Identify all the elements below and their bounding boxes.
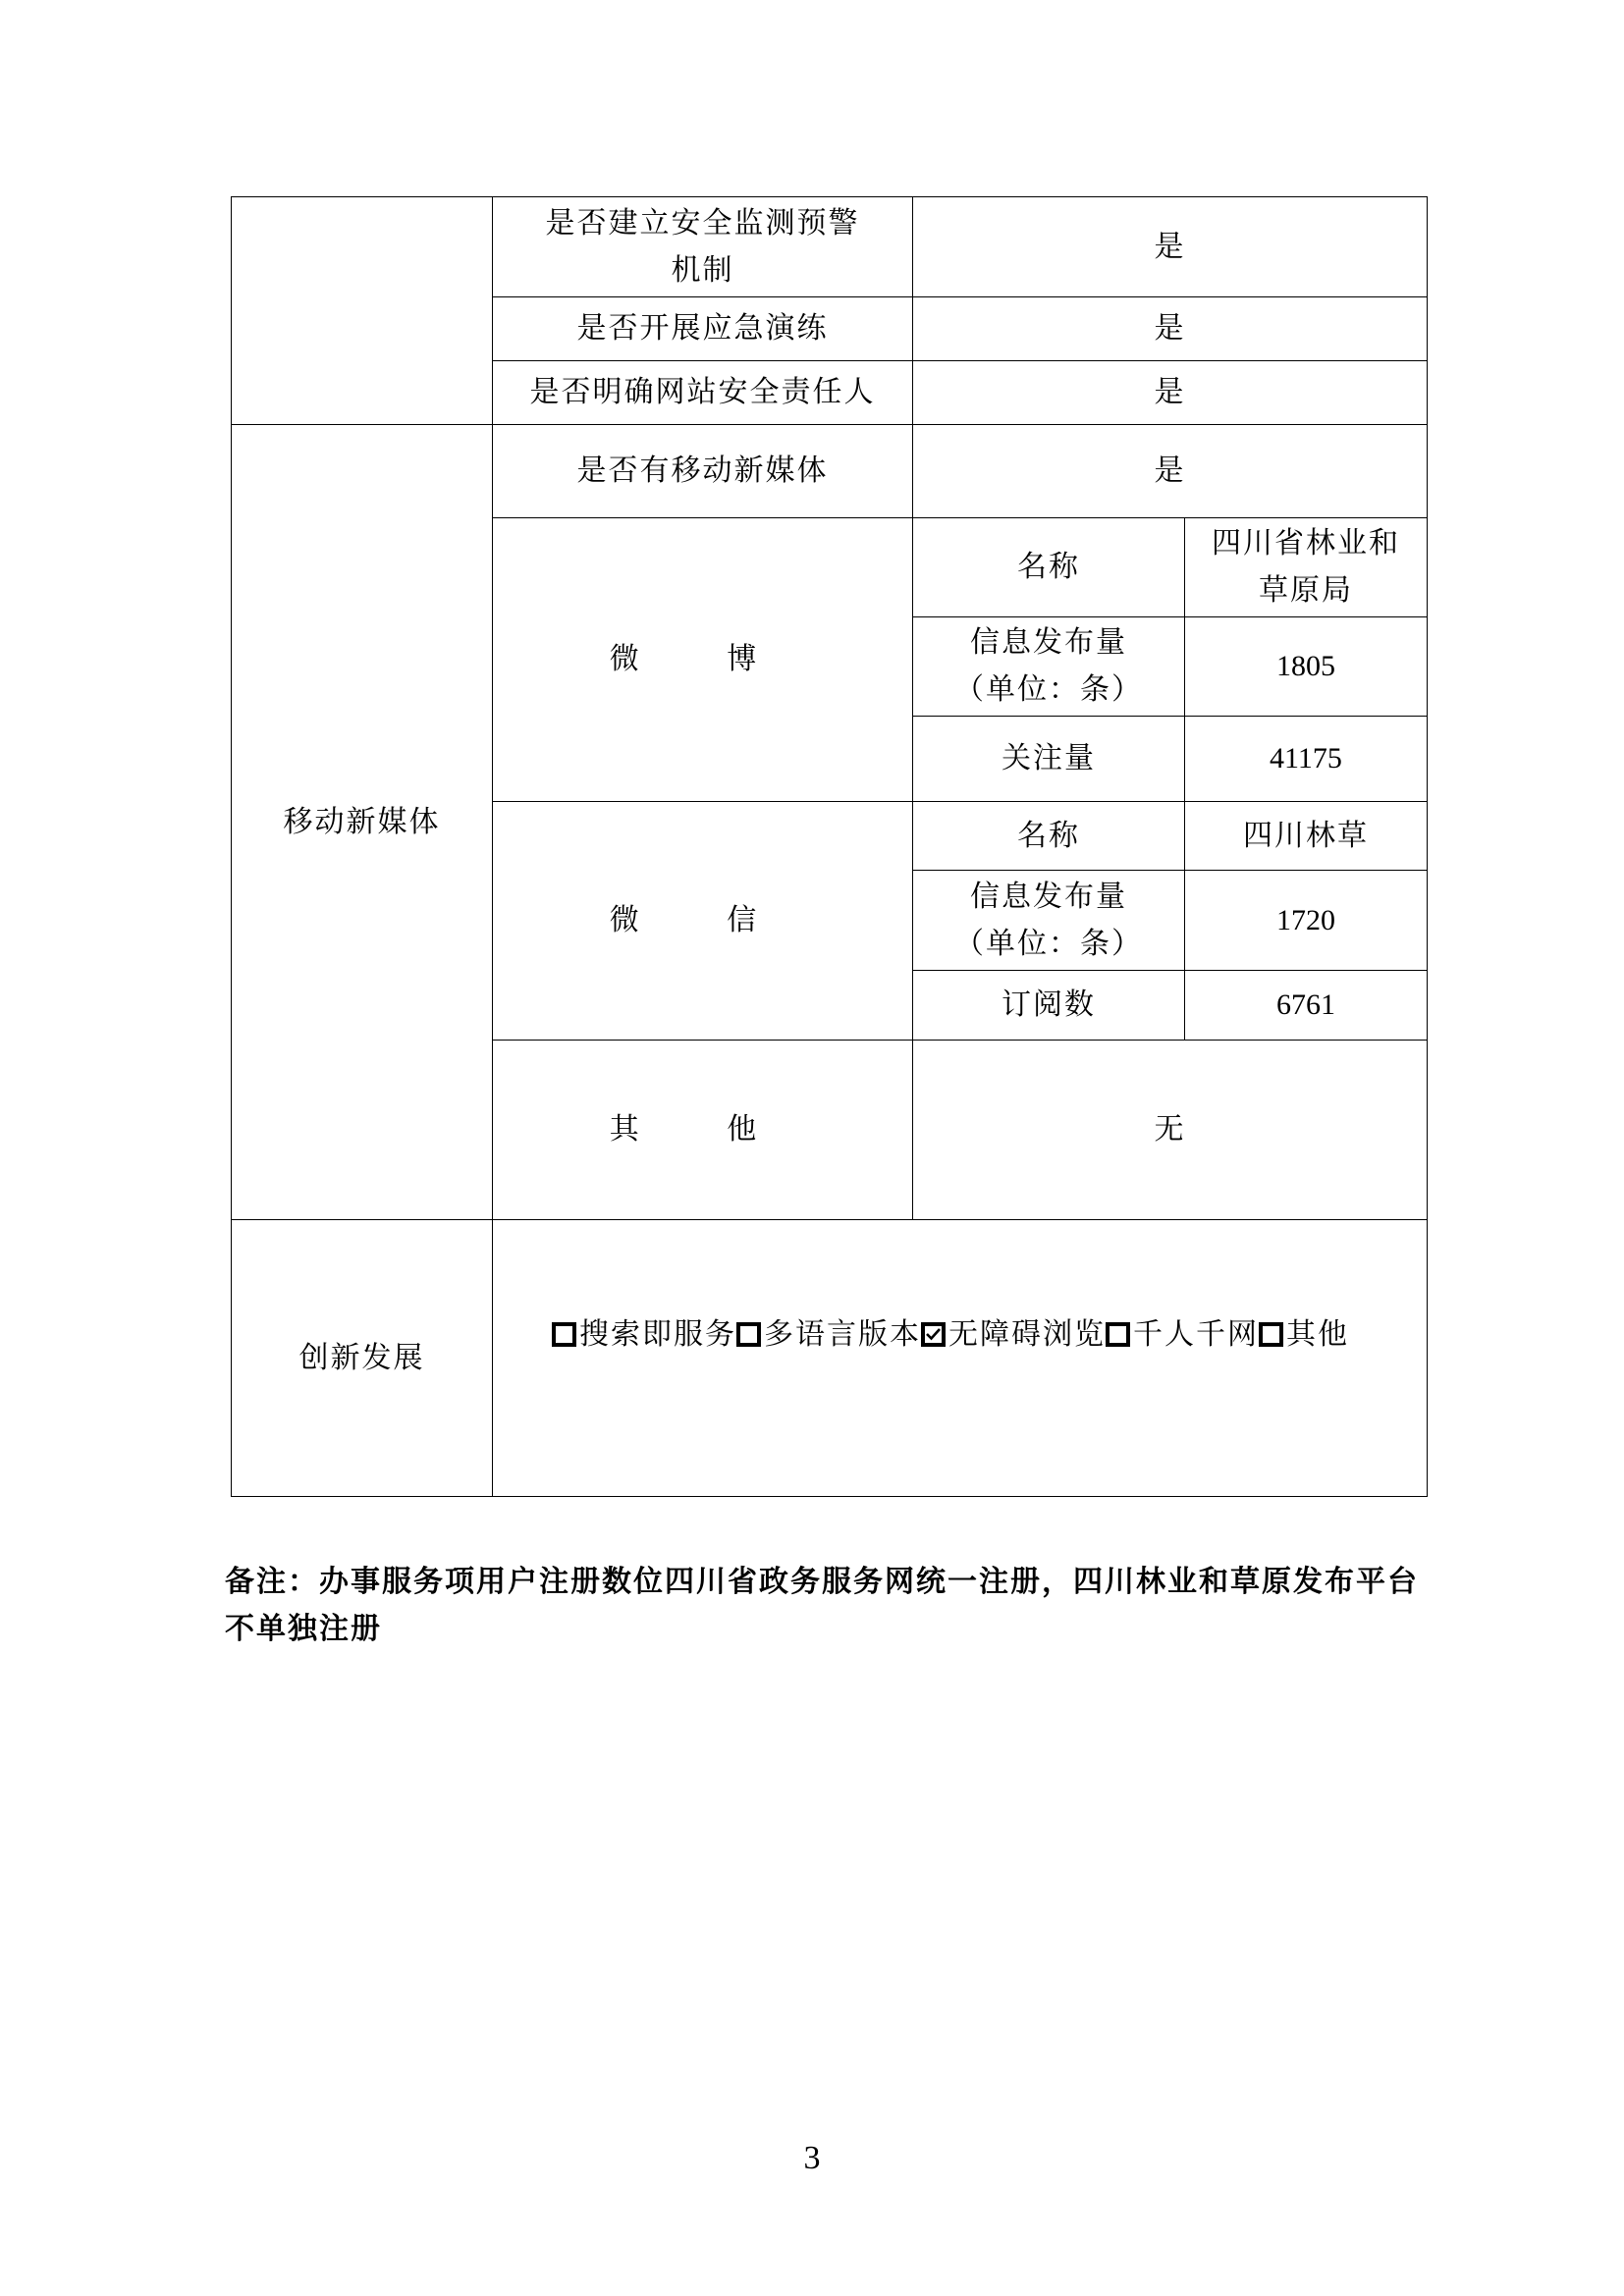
- drill-label: 是否开展应急演练: [493, 297, 913, 361]
- option-label: 搜索即服务: [579, 1316, 736, 1352]
- drill-value: 是: [913, 297, 1428, 361]
- table-row: [232, 425, 1428, 518]
- weibo-label: 微 博: [493, 518, 913, 802]
- report-table: [231, 196, 1428, 1497]
- option-label: 多语言版本: [764, 1316, 921, 1352]
- security-section-cell: [232, 197, 493, 425]
- checkbox-unchecked-icon[interactable]: [1106, 1322, 1130, 1347]
- wechat-label: 微 信: [493, 802, 913, 1041]
- innovation-options-cell: [493, 1220, 1428, 1497]
- responsible-value: 是: [913, 361, 1428, 425]
- table-row: [232, 197, 1428, 297]
- innovation-options: [552, 1310, 1349, 1360]
- weibo-posts-label: 信息发布量（单位：条）: [913, 617, 1185, 717]
- option-label: 无障碍浏览: [948, 1316, 1106, 1352]
- weibo-followers-value: 41175: [1185, 717, 1428, 802]
- has-mobile-label: 是否有移动新媒体: [493, 425, 913, 518]
- wechat-posts-label: 信息发布量（单位：条）: [913, 871, 1185, 971]
- footnote: 备注：办事服务项用户注册数位四川省政务服务网统一注册，四川林业和草原发布平台不单独注册: [225, 1565, 1419, 1646]
- option-personalized[interactable]: [1106, 1310, 1259, 1360]
- weibo-followers-label: 关注量: [913, 717, 1185, 802]
- mobile-section-label: 移动新媒体: [232, 425, 493, 1220]
- option-accessibility[interactable]: [921, 1310, 1106, 1360]
- responsible-label: 是否明确网站安全责任人: [493, 361, 913, 425]
- weibo-name-label: 名称: [913, 518, 1185, 617]
- option-search-as-service[interactable]: [552, 1310, 736, 1360]
- wechat-name-value: 四川林草: [1185, 802, 1428, 871]
- checkbox-unchecked-icon[interactable]: [736, 1322, 761, 1347]
- other-value: 无: [913, 1041, 1428, 1220]
- checkbox-unchecked-icon[interactable]: [1259, 1322, 1283, 1347]
- innovation-section-label: 创新发展: [232, 1220, 493, 1497]
- wechat-subscribers-label: 订阅数: [913, 971, 1185, 1041]
- monitoring-label: 是否建立安全监测预警机制: [493, 197, 913, 297]
- option-multilingual[interactable]: [736, 1310, 921, 1360]
- monitoring-value: 是: [913, 197, 1428, 297]
- checkmark-icon: [925, 1326, 942, 1343]
- option-label: 其他: [1286, 1316, 1349, 1352]
- checkbox-checked-icon[interactable]: [921, 1322, 946, 1347]
- wechat-subscribers-value: 6761: [1185, 971, 1428, 1041]
- weibo-posts-value: 1805: [1185, 617, 1428, 717]
- page-number: 3: [803, 2140, 821, 2176]
- has-mobile-value: 是: [913, 425, 1428, 518]
- option-other[interactable]: [1259, 1310, 1349, 1360]
- table-row: [232, 1220, 1428, 1497]
- wechat-posts-value: 1720: [1185, 871, 1428, 971]
- weibo-name-value: 四川省林业和草原局: [1185, 518, 1428, 617]
- option-label: 千人千网: [1133, 1316, 1259, 1352]
- wechat-name-label: 名称: [913, 802, 1185, 871]
- other-label: 其 他: [493, 1041, 913, 1220]
- checkbox-unchecked-icon[interactable]: [552, 1322, 576, 1347]
